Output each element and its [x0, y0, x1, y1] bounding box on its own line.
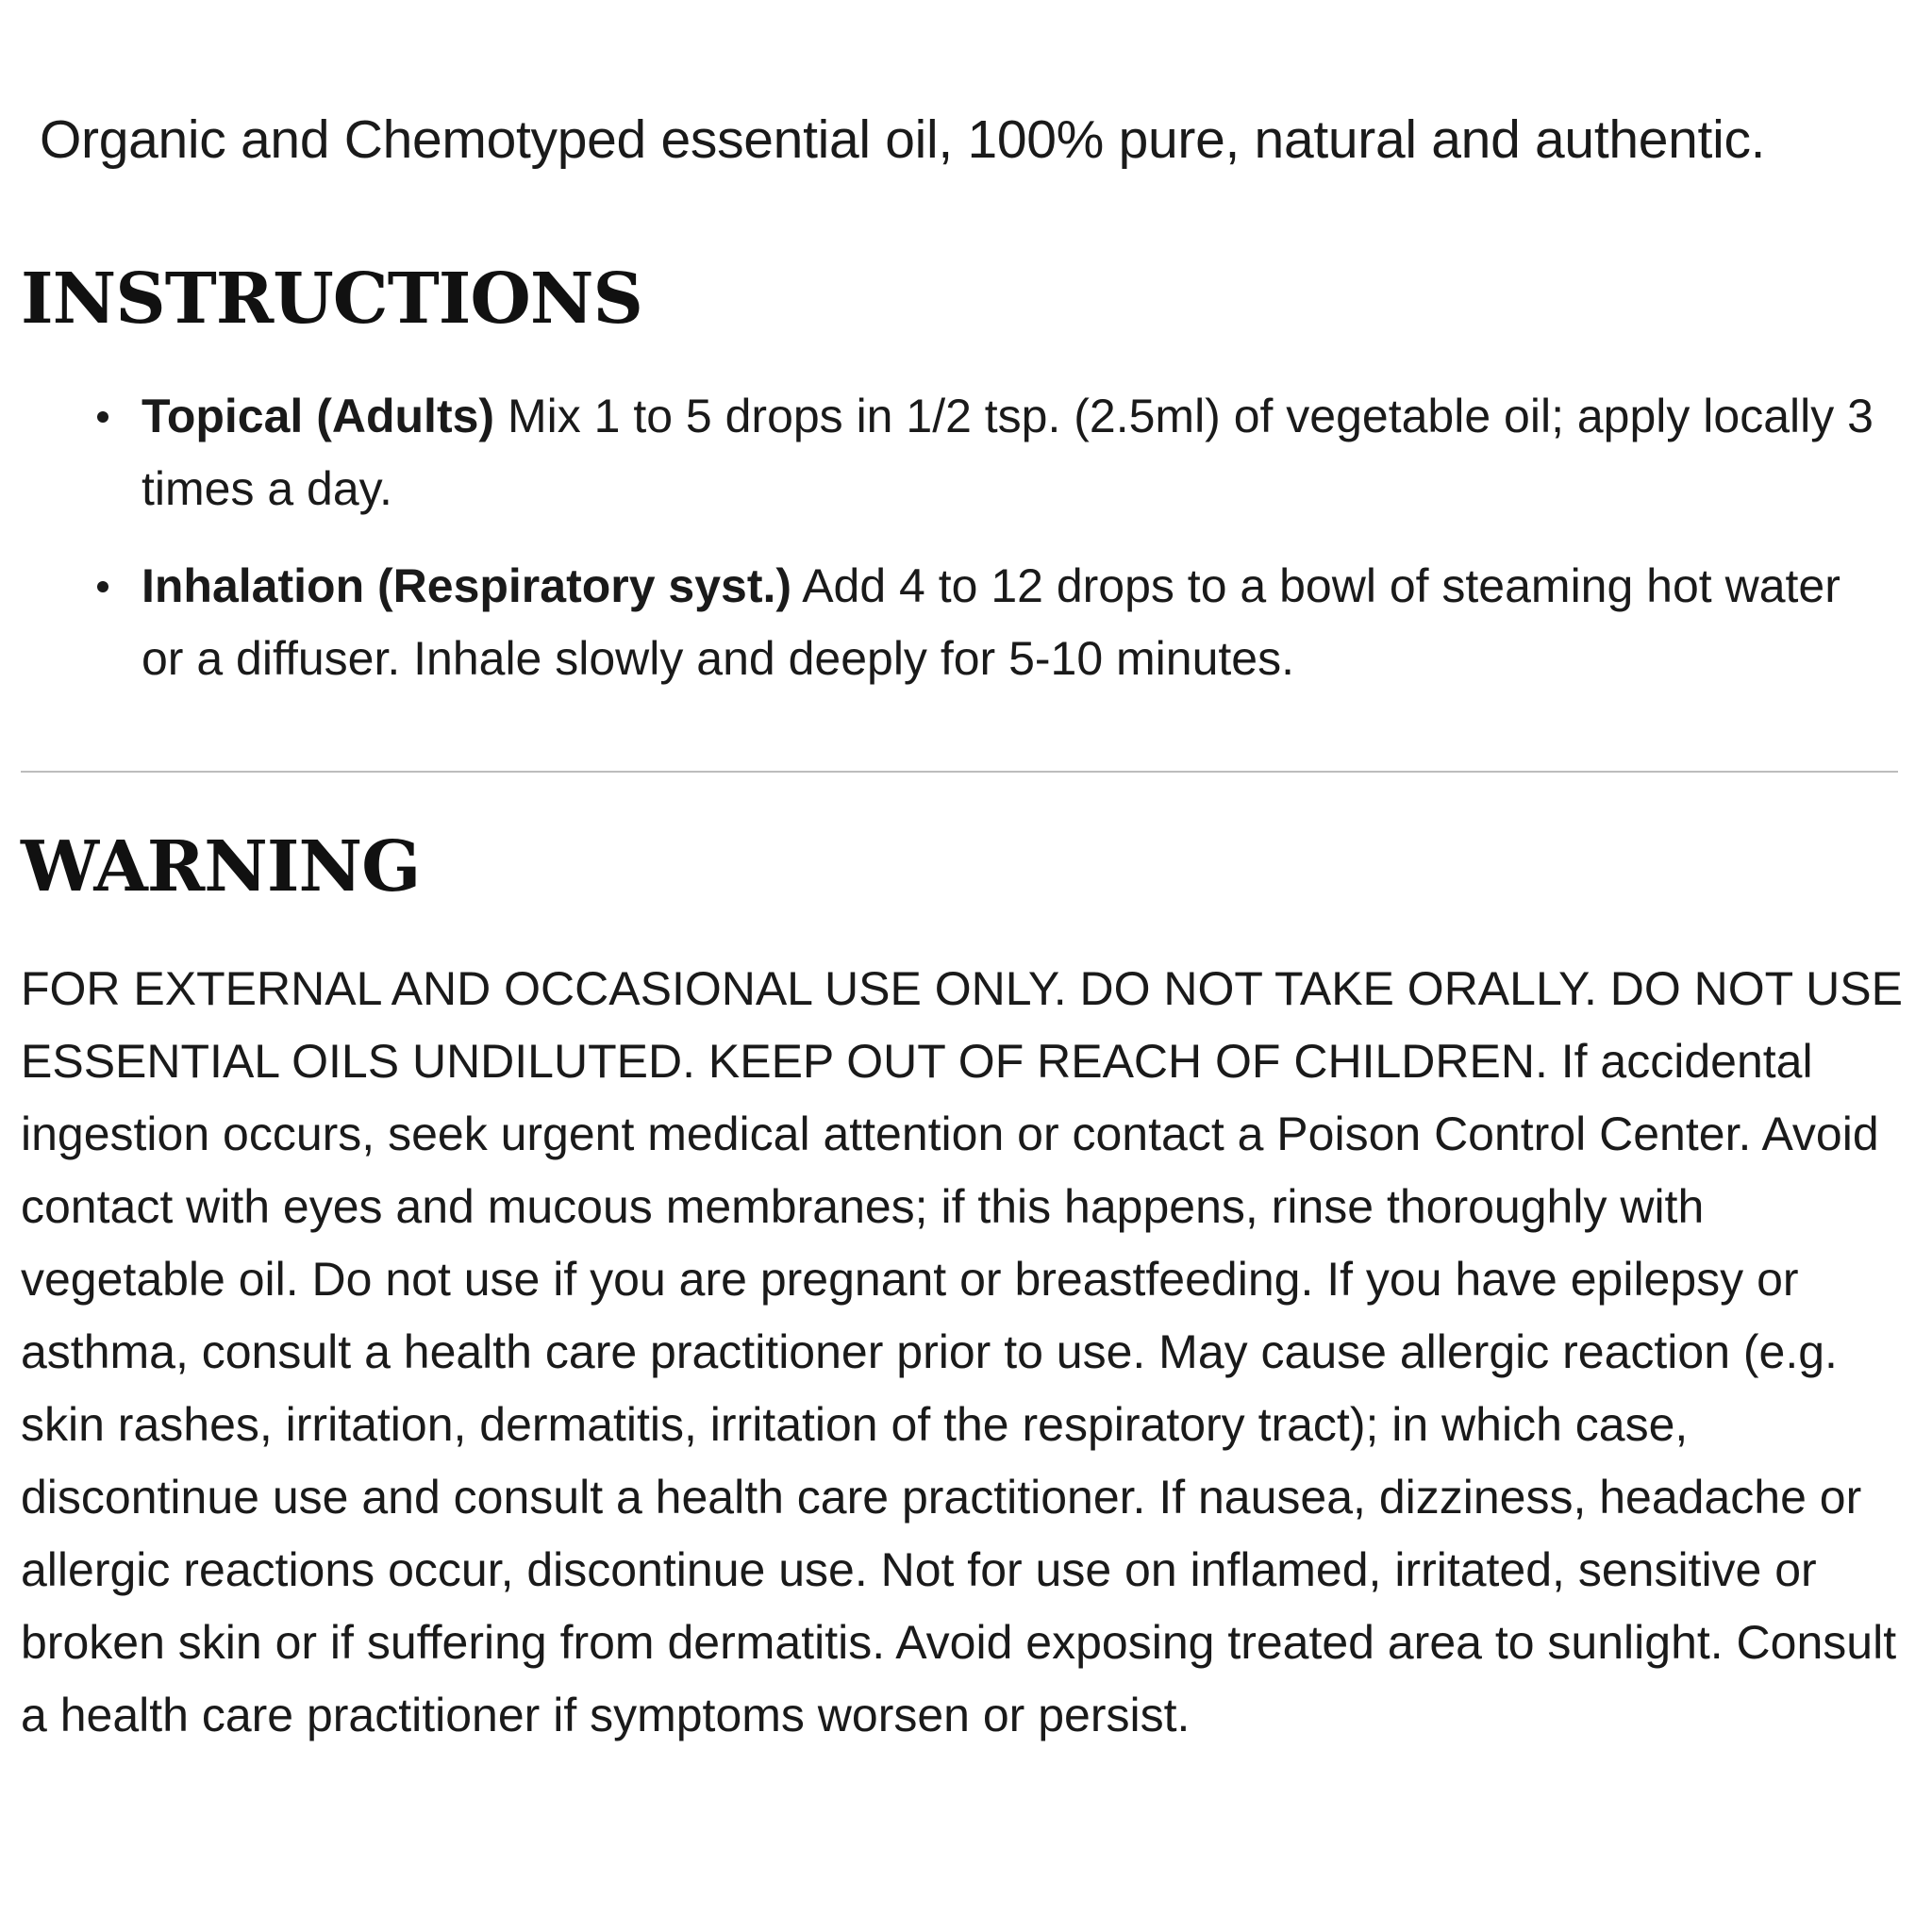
instruction-label: Inhalation (Respiratory syst.): [142, 559, 792, 612]
warning-heading: WARNING: [21, 826, 421, 908]
instruction-item-inhalation: [0, 550, 1932, 695]
warning-text: FOR EXTERNAL AND OCCASIONAL USE ONLY. DO NOT TAKE ORALLY. DO NOT USE ESSENTIAL OILS UNDILUTED. KEEP OUT OF REACH OF CHILDREN. If accidental ingestion occurs, seek urgent medical attention or contact a Poison Control Center. Avoid contact with eyes and mucous membranes; if this happens, rinse thoroughly with vegetable oil. Do not use if you are pregnant or breastfeeding. If you have epilepsy or asthma, consult a health care practitioner prior to use. May cause allergic reaction (e.g. skin rashes, irritation, dermatitis, irritation of the respiratory tract); in which case, discontinue use and consult a health care practitioner. If nausea, dizziness, headache or allergic reactions occur, discontinue use. Not for use on inflamed, irritated, sensitive or broken skin or if suffering from dermatitis. Avoid exposing treated area to sunlight. Consult a health care practitioner if symptoms worsen or persist.: [21, 962, 1903, 1741]
instruction-text: Mix 1 to 5 drops in 1/2 tsp. (2.5ml) of vegetable oil; apply locally 3 times a day.: [142, 390, 1874, 515]
section-divider: [21, 771, 1898, 773]
instructions-list: [0, 380, 1932, 720]
instruction-text: Add 4 to 12 drops to a bowl of steaming hot water or a diffuser. Inhale slowly and deeply for 5-10 minutes.: [142, 559, 1840, 685]
product-description: Organic and Chemotyped essential oil, 100% pure, natural and authentic.: [40, 109, 1766, 170]
bullet-icon: [97, 411, 108, 423]
instruction-label: Topical (Adults): [142, 390, 495, 442]
bullet-icon: [97, 581, 108, 592]
instruction-item-topical: [0, 380, 1932, 525]
instructions-heading: INSTRUCTIONS: [21, 258, 642, 340]
